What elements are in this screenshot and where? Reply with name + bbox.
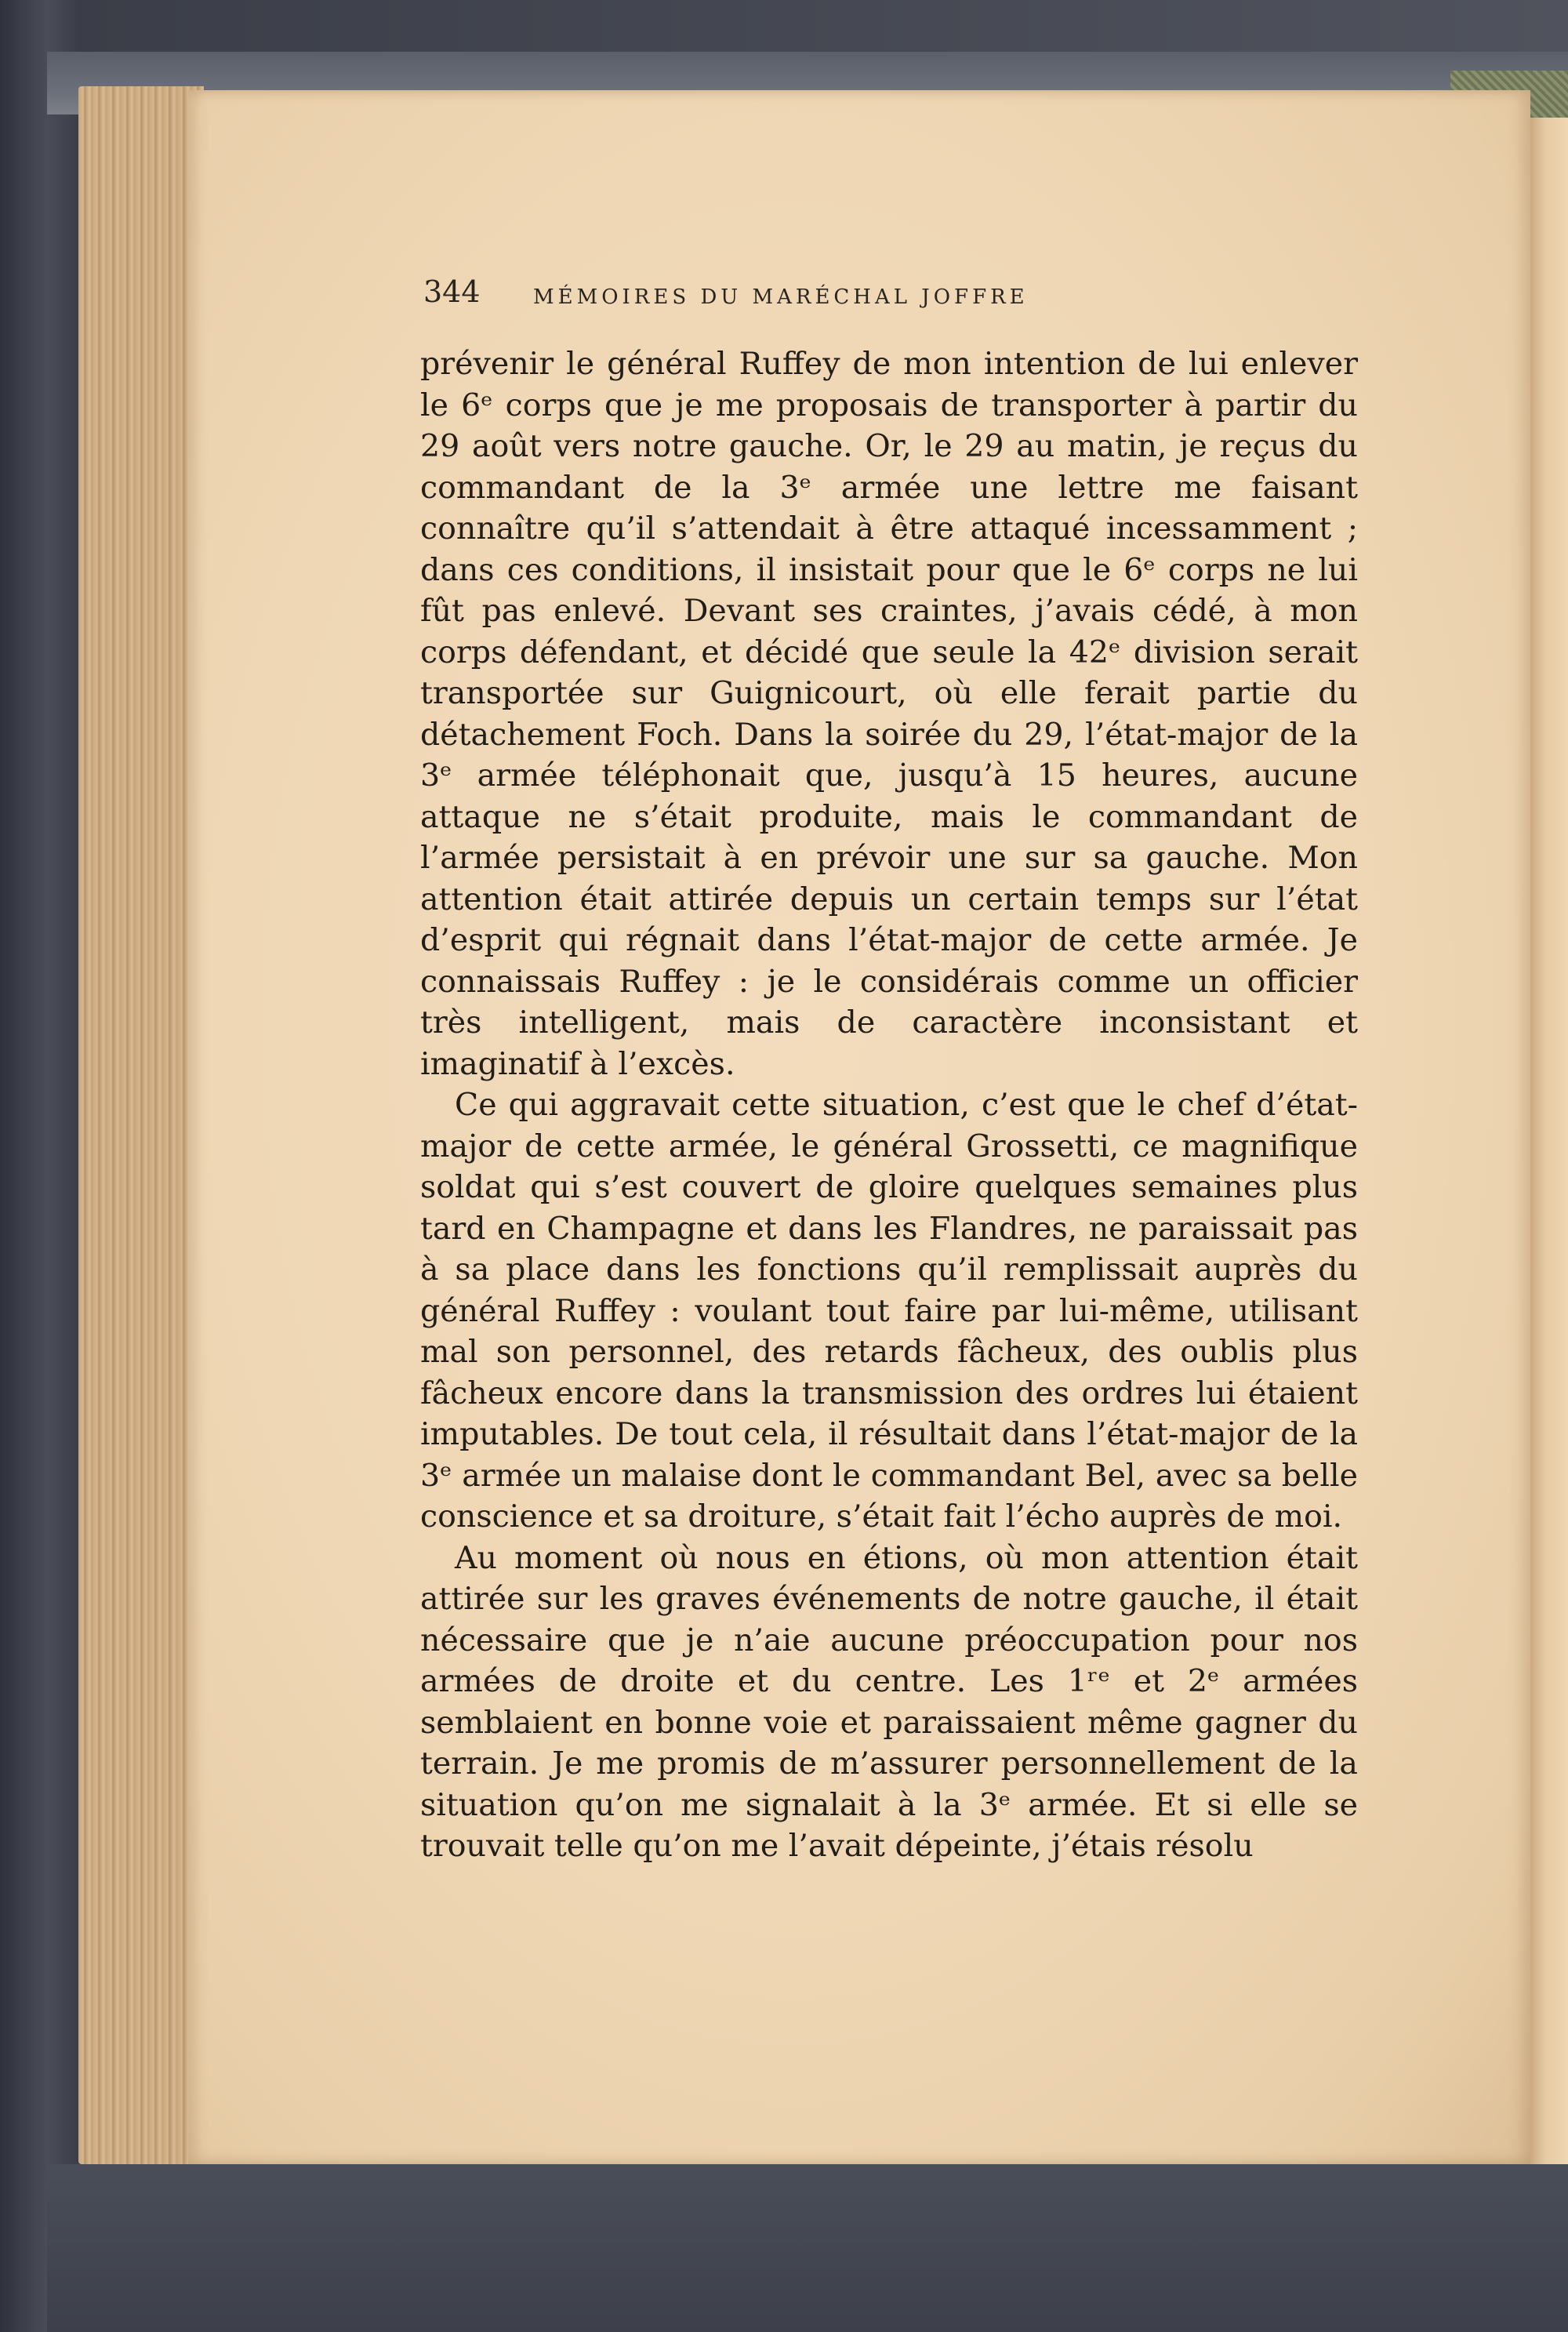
paragraph-1: prévenir le général Ruffey de mon intention de lui enlever le 6ᵉ corps que je me proposais de transporter à partir du 29 août vers notre gauche. Or, le 29 au matin, je reçus du commandant de la 3ᵉ armée une lettre me faisant connaître qu’il s’attendait à être attaqué incessamment ; dans ces conditions, il insistait pour que le 6ᵉ corps ne lui fût pas enlevé. Devant ses craintes, j’avais cédé, à mon corps défendant, et décidé que seule la 42ᵉ division serait transportée sur Guignicourt, où elle ferait partie du détachement Foch. Dans la soirée du 29, l’état-major de la 3ᵉ armée téléphonait que, jusqu’à 15 heures, aucune attaque ne s’était produite, mais le commandant de l’armée persistait à en prévoir une sur sa gauche. Mon attention était attirée depuis un certain temps sur l’état d’esprit qui régnait dans l’état-major de cette armée. Je connaissais Ruffey : je le considérais comme un officier très intelligent, mais de caractère inconsistant et imaginatif à l’excès. — [420, 346, 1358, 1082]
book-cover-bottom — [47, 2164, 1568, 2332]
body-text — [420, 343, 1358, 1867]
running-head: MÉMOIRES DU MARÉCHAL JOFFRE — [533, 285, 1029, 309]
paragraph-3: Au moment où nous en étions, où mon attention était attirée sur les graves événements de notre gauche, il était nécessaire que je n’aie aucune préoccupation pour nos armées de droite et du centre. Les 1ʳᵉ et 2ᵉ armées semblaient en bonne voie et paraissaient même gagner du terrain. Je me promis de m’assurer personnellement de la situation qu’on me signalait à la 3ᵉ armée. Et si elle se trouvait telle qu’on me l’avait dépeinte, j’étais résolu — [420, 1539, 1358, 1864]
page-number: 344 — [423, 274, 481, 309]
paragraph-2: Ce qui aggravait cette situation, c’est que le chef d’état-major de cette armée, le général Grossetti, ce magnifique soldat qui s’est couvert de gloire quelques semaines plus tard en Champagne et dans les Flandres, ne paraissait pas à sa place dans les fonctions qu’il remplissait auprès du général Ruffey : voulant tout faire par lui-même, utilisant mal son personnel, des retards fâcheux, des oublis plus fâcheux encore dans la transmission des ordres lui étaient imputables. De tout cela, il résultait dans l’état-major de la 3ᵉ armée un malaise dont le commandant Bel, avec sa belle conscience et sa droiture, s’était fait l’écho auprès de moi. — [420, 1087, 1358, 1535]
page-header — [423, 274, 1403, 321]
facing-page-edge — [1529, 118, 1568, 2164]
page-edges — [78, 86, 204, 2164]
